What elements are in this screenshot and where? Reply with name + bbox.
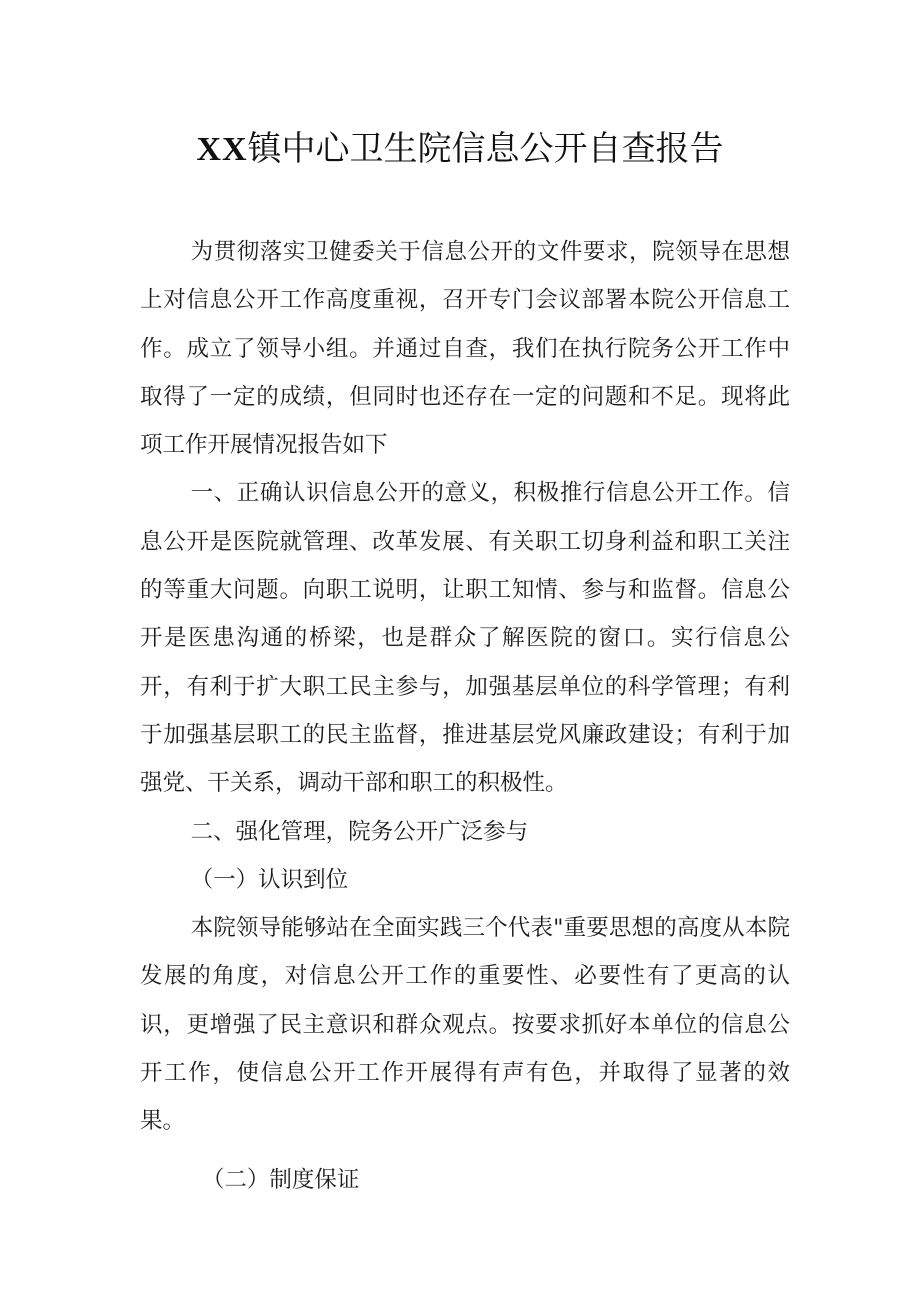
subsection-one-heading: （一）认识到位 <box>190 866 349 893</box>
document-title <box>0 124 920 175</box>
paragraph-subsection-one: 本院领导能够站在全面实践三个代表"重要思想的高度从本院发展的角度，对信息公开工作的重要性、必要性有了更高的认识，更增强了民主意识和群众观点。按要求抓好本单位的信息公开工作，使信息公开工作开展得有声有色，并取得了显著的效果。 <box>140 915 790 1135</box>
subsection-two-heading: （二）制度保证 <box>201 1166 360 1193</box>
section-two-heading: 二、强化管理，院务公开广泛参与 <box>190 818 529 845</box>
title-prefix: XX <box>196 131 248 168</box>
title-text: 镇中心卫生院信息公开自查报告 <box>247 129 724 169</box>
paragraph-intro: 为贯彻落实卫健委关于信息公开的文件要求，院领导在思想上对信息公开工作高度重视，召开专门会议部署本院公开信息工作。成立了领导小组。并通过自查，我们在执行院务公开工作中取得了一定的成绩，但同时也还存在一定的问题和不足。现将此项工作开展情况报告如下 <box>140 239 790 459</box>
paragraph-section-one: 一、正确认识信息公开的意义，积极推行信息公开工作。信息公开是医院就管理、改革发展、有关职工切身利益和职工关注的等重大问题。向职工说明，让职工知情、参与和监督。信息公开是医患沟通的桥梁，也是群众了解医院的窗口。实行信息公开，有利于扩大职工民主参与，加强基层单位的科学管理；有利于加强基层职工的民主监督，推进基层党风廉政建设；有利于加强党、干关系，调动干部和职工的积极性。 <box>140 480 790 797</box>
document-body <box>140 228 790 1204</box>
